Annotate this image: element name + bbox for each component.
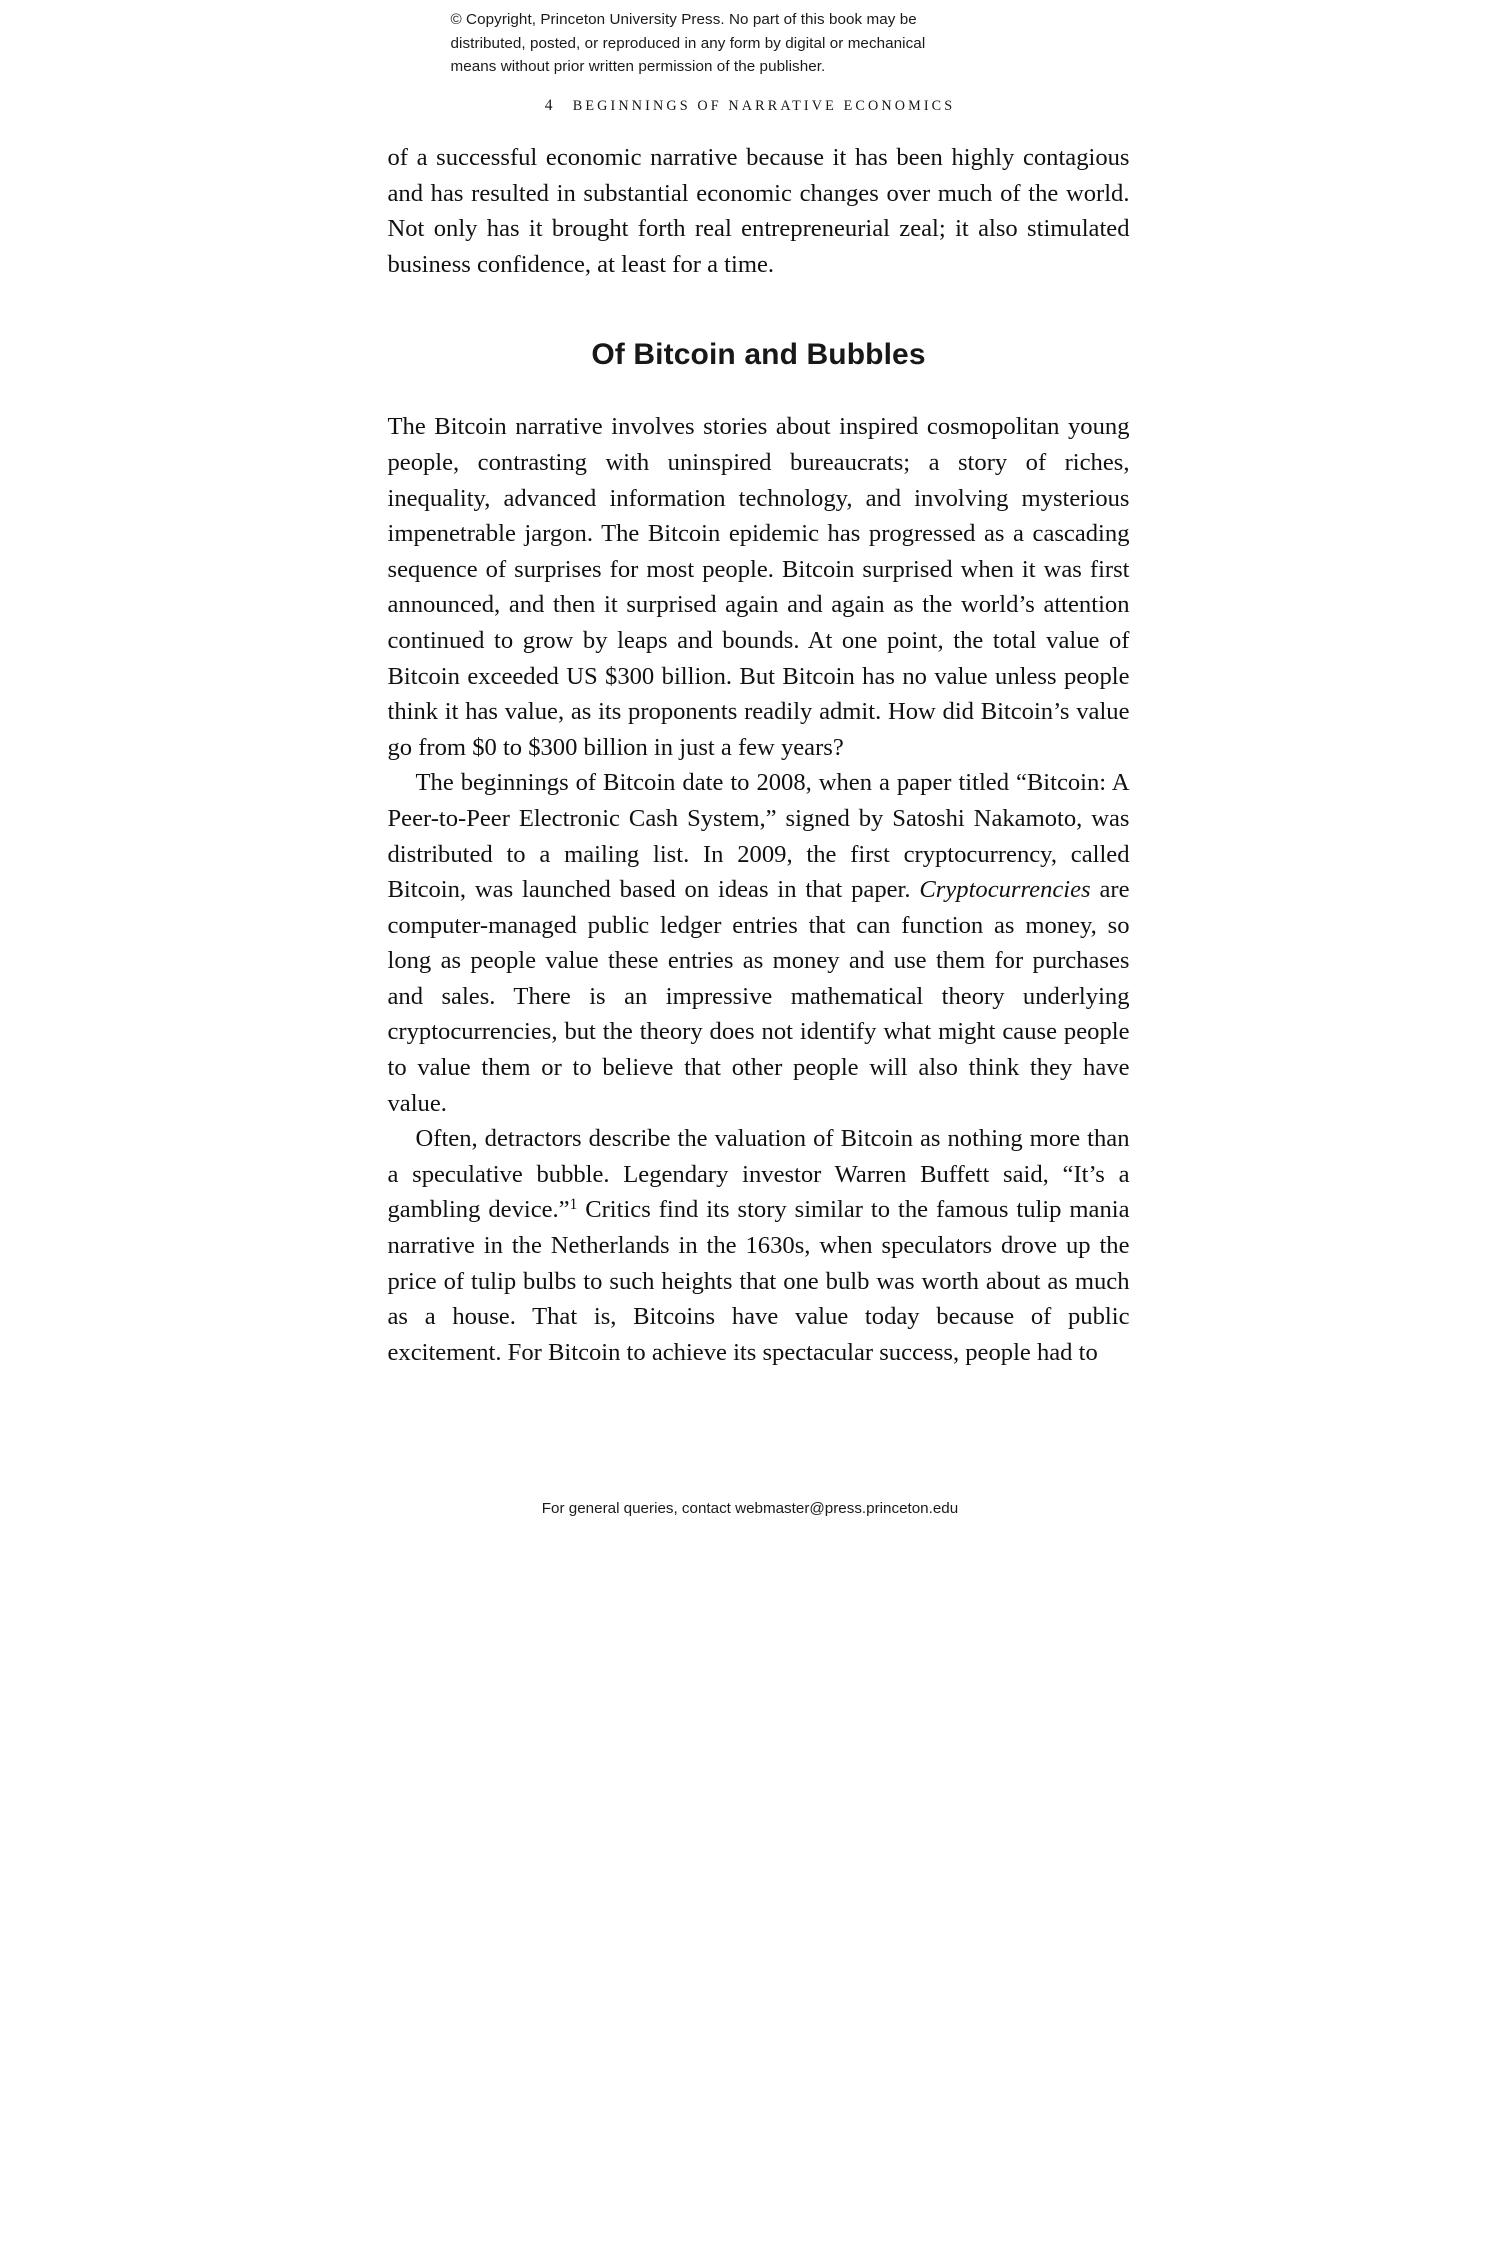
heading-space-below: [388, 372, 1130, 409]
copyright-notice-line-2: distributed, posted, or reproduced in any form by digital or mechanical: [450, 34, 926, 52]
page-footer: [228, 1500, 1273, 1517]
page-textblock: [388, 140, 1130, 1370]
heading-space-above: [388, 282, 1130, 338]
running-head-title: BEGINNINGS OF NARRATIVE ECONOMICS: [572, 98, 956, 114]
paragraph-bitcoin-origins-text-a: The beginnings of Bitcoin date to 2008, when a paper titled “Bitcoin: A Peer-to-Peer Electronic Cash System,” signed by Satoshi Nakamoto, was distributed to a mailing list. In 2009, the first cryptocurrency, called Bitcoin, was launched based on ideas in that paper.: [387, 769, 1130, 904]
paragraph-bitcoin-narrative: [388, 409, 1130, 765]
paragraph-bubble-critics-text-b: Critics find its story similar to the famous tulip mania narrative in the Netherlands in the 1630s, when speculators drove up the price of tulip bulbs to such heights that one bulb was worth about as much as a house. That is, Bitcoins have value today because of public excitement. For Bitcoin to achieve its spectacular success, people had to: [387, 1196, 1130, 1366]
running-head: [228, 97, 1273, 115]
paragraph-bitcoin-origins-text-b: are computer-managed public ledger entries that can function as money, so long as people value these entries as money and use them for purchases and sales. There is an impressive mathematical theory underlying cryptocurrencies, but the theory does not identify what might cause people to value them or to believe that other people will also think they have value.: [387, 876, 1130, 1117]
copyright-notice-line-3: means without prior written permission of the publisher.: [450, 58, 826, 75]
page-number: 4: [544, 97, 553, 114]
paragraph-bubble-critics-text-a: Often, detractors describe the valuation of Bitcoin as nothing more than a speculative bubble. Legendary investor Warren Buffett said, “It’s a gambling device.”: [387, 1125, 1130, 1224]
copyright-notice: [451, 8, 1051, 79]
copyright-notice-line-1: © Copyright, Princeton University Press. No part of this book may be: [450, 11, 917, 28]
page-footer-text: For general queries, contact webmaster@press.princeton.edu: [541, 1500, 959, 1517]
footnote-marker-1[interactable]: 1: [569, 1196, 578, 1214]
italic-cryptocurrencies: Cryptocurrencies: [919, 876, 1091, 904]
book-page: [228, 0, 1273, 1578]
paragraph-bitcoin-origins: [388, 765, 1130, 1121]
paragraph-bitcoin-narrative-text: The Bitcoin narrative involves stories about inspired cosmopolitan young people, contrasting with uninspired bureaucrats; a story of riches, inequality, advanced information technology, and involving mysterious impenetrable jargon. The Bitcoin epidemic has progressed as a cascading sequence of surprises for most people. Bitcoin surprised when it was first announced, and then it surprised again and again as the world’s attention continued to grow by leaps and bounds. At one point, the total value of Bitcoin exceeded US $300 billion. But Bitcoin has no value unless people think it has value, as its proponents readily admit. How did Bitcoin’s value go from $0 to $300 billion in just a few years?: [387, 413, 1130, 761]
section-heading: Of Bitcoin and Bubbles: [591, 338, 926, 372]
paragraph-continued: of a successful economic narrative because it has been highly contagious and has resulted in substantial economic changes over much of the world. Not only has it brought forth real entrepreneurial zeal; it also stimulated business confidence, at least for a time.: [387, 144, 1130, 278]
paragraph-bubble-critics: [388, 1121, 1130, 1370]
